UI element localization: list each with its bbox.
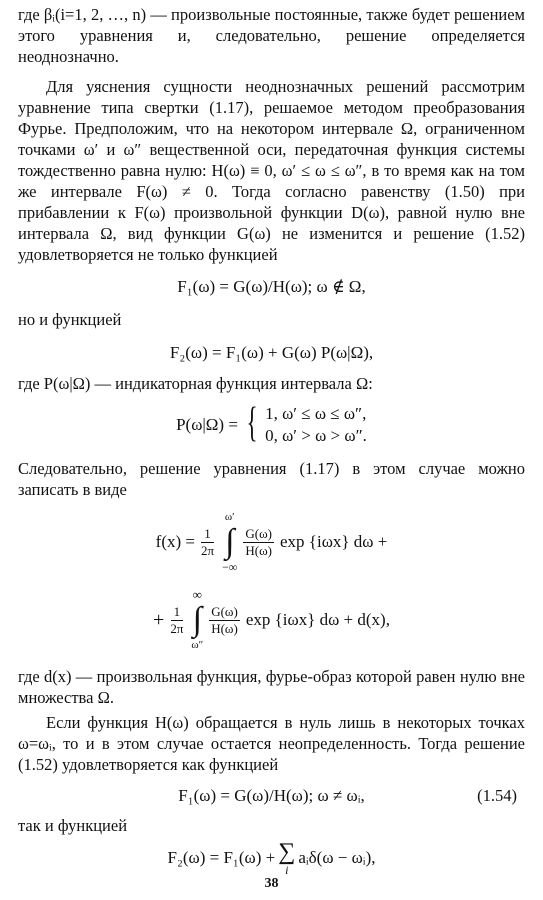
frac-denominator: 2π [201,542,215,558]
paragraph-3: но и функцией [18,310,122,329]
paragraph-6: где d(x) — произвольная функция, фурье-образ которой равен нулю вне множества Ω. [18,667,525,707]
equation-fx-line-1 [18,504,525,580]
equation-f2b [18,840,525,876]
page-number: 38 [264,876,279,891]
fx-lhs: f(x) = [155,532,195,551]
equation-indicator [18,402,525,448]
fraction-1-over-2pi-2 [170,604,183,637]
indicator-case-1: 1, ω′ ≤ ω ≤ ω″, [265,404,367,423]
paragraph-2: Для уяснения сущности неоднозначных решений рассмотрим уравнение типа свертки (1.17), решаемое методом преобразования Фурье. Предположим, что на некотором интервале Ω, ограниченном точками ω′ и ω″ вещественной оси, передаточная функция системы тождественно равна нулю: H(ω) ≡ 0, ω′ ≤ ω ≤ ω″, в то время как на том же интервале F(ω) ≠ 0. Тогда согласно равенству (1.50) при прибавлении к F(ω) произвольной функции D(ω), равной нулю вне интервала Ω, вид функции G(ω) не изменится и решение (1.52) удовлетворяется не только функцией [18,77,525,264]
sum-operator [278,840,295,876]
equation-1-54 [18,785,525,807]
integral-1 [222,512,237,573]
sum-subscript: i [285,863,289,877]
equation-number: (1.54) [477,786,517,805]
fx-exp-1: exp {iωx} dω + [280,532,388,551]
integral-2 [191,589,203,651]
indicator-case-2: 0, ω′ > ω > ω″. [265,426,367,445]
integral-1-lower: −∞ [222,559,238,574]
frac-numerator: 1 [201,526,214,543]
f2b-rhs: aᵢδ(ω − ωᵢ), [298,848,376,867]
integral-2-upper: ∞ [192,587,202,602]
indicator-lhs: P(ω|Ω) = [176,415,238,434]
paragraph-1: где βᵢ(i=1, 2, …, n) — произвольные постоянные, также будет решением этого уравнения и, следовательно, решение определяется неоднозначно. [18,5,525,66]
frac-G-2: G(ω) [211,603,238,619]
fraction-1-over-2pi [201,526,214,559]
paragraph-7: Если функция H(ω) обращается в нуль лишь в некоторых точках ω=ωᵢ, то и в этом случае остается неопределенность. Тогда решение (1.52) удовлетворяется как функцией [18,713,525,774]
integral-sign-icon-2: ∫ [192,601,202,638]
f2b-lhs: F₂(ω) = F₁(ω) + [167,848,276,867]
frac-H: H(ω) [245,542,273,558]
indicator-brace: { [246,400,258,446]
integral-sign-icon: ∫ [225,522,235,560]
frac-numerator-2: 1 [171,604,184,621]
sum-sign-icon: ∑ [278,839,296,865]
fx-plus: + [153,608,165,631]
frac-denominator-2: 2π [170,620,184,636]
fx-exp-2: exp {iωx} dω + d(x), [245,610,390,629]
paragraph-8: так и функцией [18,816,128,835]
integral-1-upper: ω′ [224,510,235,523]
equation-fx-line-2 [18,582,525,658]
equation-f1: F₁(ω) = G(ω)/H(ω); ω ∉ Ω, [177,277,366,296]
fraction-G-over-H-2 [209,604,240,637]
paragraph-5: Следовательно, решение уравнения (1.17) в этом случае можно записать в виде [18,459,525,499]
integral-2-lower: ω″ [191,639,204,651]
frac-G: G(ω) [245,525,273,541]
paragraph-4: где P(ω|Ω) — индикаторная функция интервала Ω: [18,374,373,393]
equation-f1b: F₁(ω) = G(ω)/H(ω); ω ≠ ωᵢ, [178,786,365,805]
frac-H-2: H(ω) [211,620,238,636]
fraction-G-over-H [243,526,274,559]
equation-f2: F₂(ω) = F₁(ω) + G(ω) P(ω|Ω), [169,343,374,362]
